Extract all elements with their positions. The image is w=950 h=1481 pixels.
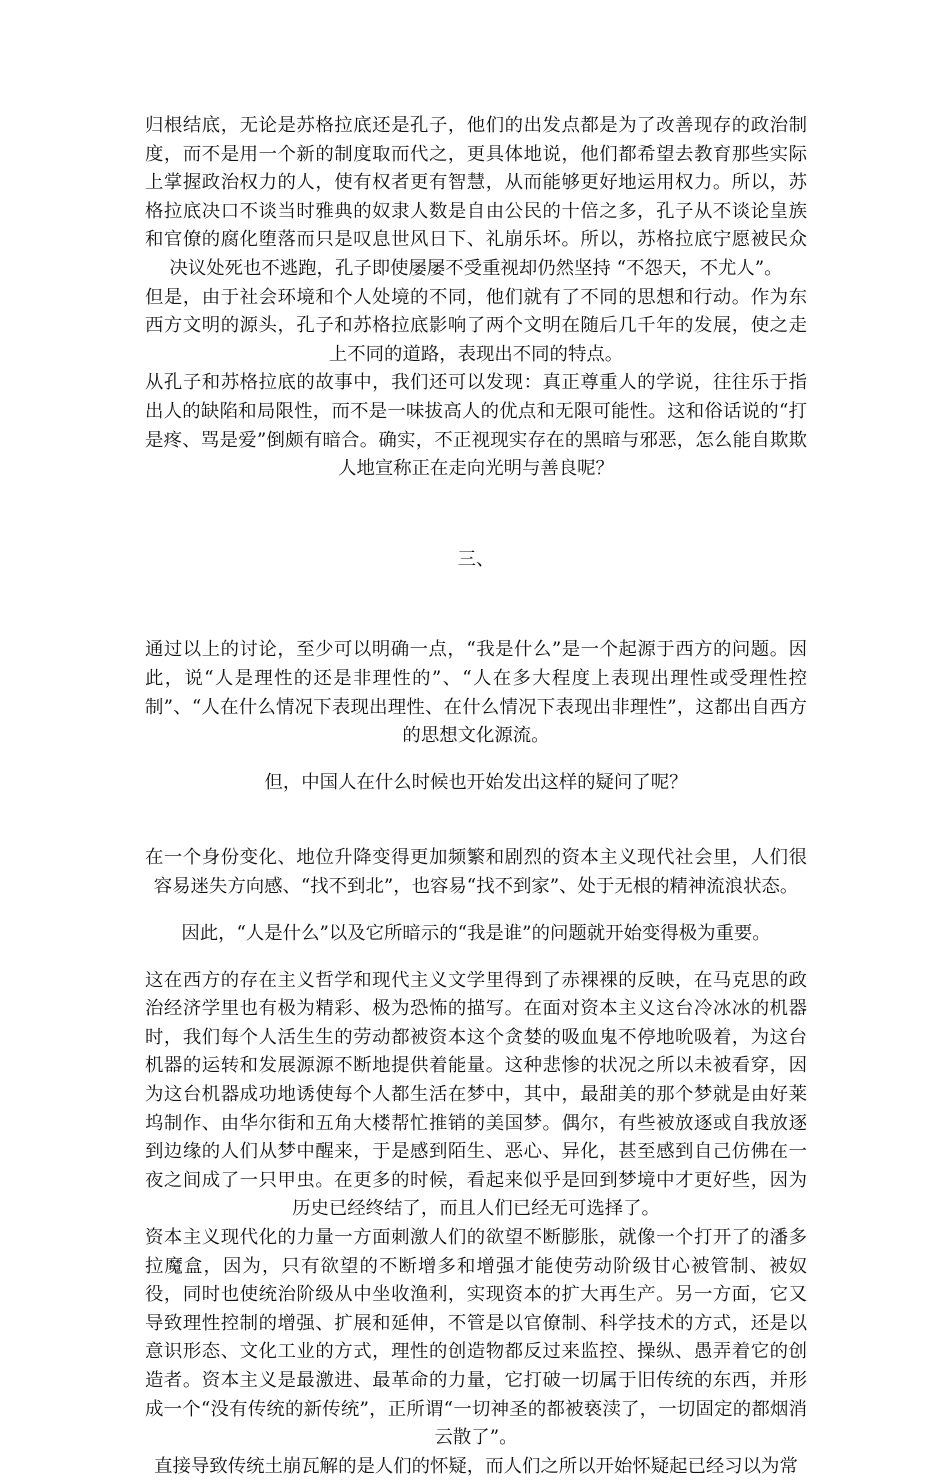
section-spacer <box>145 484 807 546</box>
paragraph-respect-for-man: 从孔子和苏格拉底的故事中，我们还可以发现：真正尊重人的学说，往往乐于指出人的缺陷和局限性，而不是一味拔高人的优点和无限可能性。这和俗话说的“打是疼、骂是爱”倒颇有暗合。确实，不正视现实存在的黑暗与邪恶，怎么能自欺欺人地宣称正在走向光明与善良呢？ <box>145 372 807 480</box>
who-am-i-line: 因此，“人是什么”以及它所暗示的“我是谁”的问题就开始变得极为重要。 <box>181 922 771 944</box>
paragraph-capitalist-society: 在一个身份变化、地位升降变得更加频繁和剧烈的资本主义现代社会里，人们很容易迷失方向感、“找不到北”，也容易“找不到家”、处于无根的精神流浪状态。 <box>145 847 807 897</box>
paragraph-what-am-i: 通过以上的讨论，至少可以明确一点，“我是什么”是一个起源于西方的问题。因此，说“人是理性的还是非理性的”、“人在多大程度上表现出理性或受理性控制”、“人在什么情况下表现出理性、在什么情况下表现出非理性”，这都出自西方的思想文化源流。 <box>145 639 807 747</box>
question-line: 但，中国人在什么时候也开始发出这样的疑问了呢？ <box>264 772 688 794</box>
paragraph-socrates-confucius: 归根结底，无论是苏格拉底还是孔子，他们的出发点都是为了改善现存的政治制度，而不是用一个新的制度取而代之，更具体地说，他们都希望去教育那些实际上掌握政治权力的人，使有权者更有智慧，从而能够更好地运用权力。所以，苏格拉底决口不谈当时雅典的奴隶人数是自由公民的十倍之多，孔子从不谈论皇族和官僚的腐化堕落而只是叹息世风日下、礼崩乐坏。所以，苏格拉底宁愿被民众决议处死也不逃跑，孔子即使屡屡不受重视却仍然坚持 “不怨天，不尤人”。 <box>145 115 807 279</box>
paragraph-different-paths: 但是，由于社会环境和个人处境的不同，他们就有了不同的思想和行动。作为东西方文明的源头，孔子和苏格拉底影响了两个文明在随后几千年的发展，使之走上不同的道路，表现出不同的特点。 <box>145 286 807 365</box>
paragraph-spacer <box>145 816 807 844</box>
document-page <box>145 112 807 1481</box>
section-spacer <box>145 574 807 636</box>
paragraph-doubt: 直接导致传统土崩瓦解的是人们的怀疑，而人们之所以开始怀疑起已经习以为常 <box>154 1455 798 1477</box>
paragraph-existentialism: 这在西方的存在主义哲学和现代主义文学里得到了赤裸裸的反映，在马克思的政治经济学里也有极为精彩、极为恐怖的描写。在面对资本主义这台冷冰冰的机器时，我们每个人活生生的劳动都被资本这个贪婪的吸血鬼不停地吮吸着，为这台机器的运转和发展源源不断地提供着能量。这种悲惨的状况之所以未被看穿，因为这台机器成功地诱使每个人都生活在梦中，其中，最甜美的那个梦就是由好莱坞制作、由华尔街和五角大楼帮忙推销的美国梦。偶尔，有些被放逐或自我放逐到边缘的人们从梦中醒来，于是感到陌生、恶心、异化，甚至感到自己仿佛在一夜之间成了一只甲虫。在更多的时候，看起来似乎是回到梦境中才更好些，因为历史已经终结了，而且人们已经无可选择了。 <box>145 969 807 1220</box>
paragraph-capitalist-modernization: 资本主义现代化的力量一方面刺激人们的欲望不断膨胀，就像一个打开了的潘多拉魔盒，因为，只有欲望的不断增多和增强才能使劳动阶级甘心被管制、被奴役，同时也使统治阶级从中坐收渔利，实现资本的扩大再生产。另一方面，它又导致理性控制的增强、扩展和延伸，不管是以官僚制、科学技术的方式，还是以意识形态、文化工业的方式，理性的创造物都反过来监控、操纵、愚弄着它的创造者。资本主义是最激进、最革命的力量，它打破一切属于旧传统的东西，并形成一个“没有传统的新传统”，正所谓“一切神圣的都被亵渎了，一切固定的都烟消云散了”。 <box>145 1226 807 1449</box>
section-heading: 三、 <box>457 548 495 570</box>
